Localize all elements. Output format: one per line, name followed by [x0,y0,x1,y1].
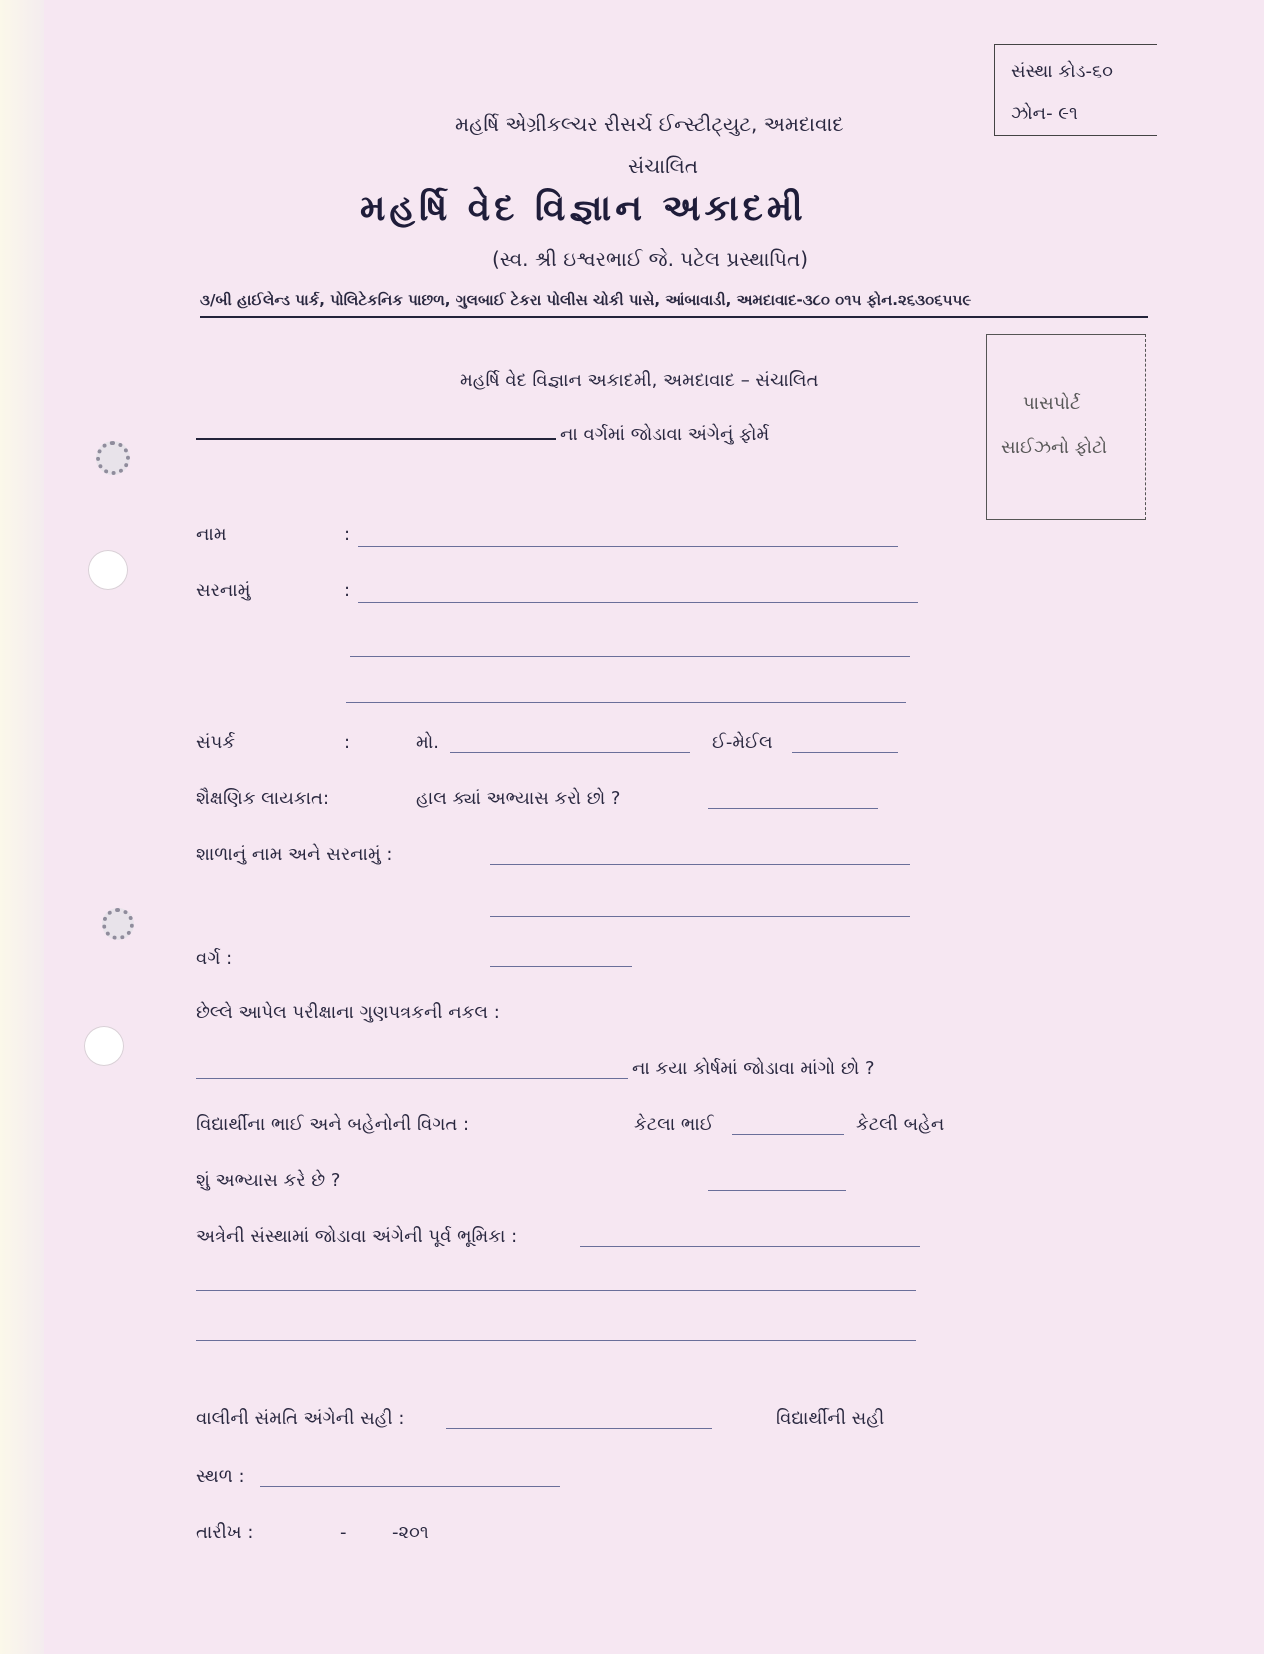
address-line: ૩/બી હાઈલેન્ડ પાર્ક, પોલિટેકનિક પાછળ, ગુલબાઈ ટેકરા પોલીસ ચોકી પાસે, આંબાવાડી, અમદાવાદ-૩૮૦ ૦૧૫ ફોન.૨૬૩૦૬૫૫૯ [200,291,972,309]
sibling-study-label: શું અભ્યાસ કરે છે ? [196,1170,341,1191]
current-study-label: હાલ ક્યાં અભ્યાસ કરો છો ? [416,788,621,809]
name-label: નામ [196,524,227,545]
marksheet-label: છેલ્લે આપેલ પરીક્ષાના ગુણપત્રકની નકલ : [196,1002,500,1023]
place-field[interactable] [260,1486,560,1487]
course-label: ના કયા કોર્ષમાં જોડાવા માંગો છો ? [632,1058,875,1079]
address-field-line2[interactable] [350,656,910,657]
student-signature-label: વિદ્યાર્થીની સહી [776,1408,885,1429]
address-field-line3[interactable] [346,702,906,703]
paper-edge [0,0,44,1654]
date-separator: - [340,1522,347,1543]
class-form-label: ના વર્ગમાં જોડાવા અંગેનું ફોર્મ [560,424,770,445]
address-field-line1[interactable] [358,602,918,603]
sisters-label: કેટલી બહેન [856,1114,945,1135]
name-colon: : [344,524,351,545]
mobile-field[interactable] [450,752,690,753]
class-name-field[interactable] [196,438,556,440]
sibling-study-field[interactable] [708,1190,846,1191]
contact-colon: : [344,732,351,753]
brothers-field[interactable] [732,1134,844,1135]
current-study-field[interactable] [708,808,878,809]
mobile-label: મો. [416,732,439,753]
institute-code: સંસ્થા કોડ-૬૦ [1011,61,1113,82]
photo-label-line2: સાઈઝનો ફોટો [1001,437,1108,458]
address-label: સરનામું [196,580,251,601]
parent-organization: મહર્ષિ એગ્રીકલ્ચર રીસર્ચ ઈન્સ્ટીટ્યુટ, અમદાવાદ [455,112,844,136]
date-label: તારીખ : [196,1522,254,1543]
address-colon: : [344,580,351,601]
email-label: ઈ-મેઈલ [712,732,773,753]
date-year: -૨૦૧ [392,1522,429,1543]
passport-photo-box[interactable] [986,334,1146,520]
form-subtitle: મહર્ષિ વેદ વિજ્ઞાન અકાદમી, અમદાવાદ – સંચાલિત [460,370,819,391]
punch-hole [84,1026,124,1066]
punch-hole [88,550,128,590]
siblings-label: વિદ્યાર્થીના ભાઈ અને બહેનોની વિગત : [196,1114,470,1135]
institute-code-box [994,44,1157,136]
email-field[interactable] [792,752,898,753]
photo-label-line1: પાસપોર્ટ [1023,393,1081,414]
school-field-line2[interactable] [490,916,910,917]
punch-hole-reinforcement [96,441,130,475]
place-label: સ્થળ : [196,1466,245,1487]
qualification-label: શૈક્ષણિક લાયકાત: [196,788,330,809]
zone-number: ઝોન- ૯૧ [1011,103,1078,124]
page-title: મહર્ષિ વેદ વિજ્ઞાન અકાદમી [360,188,807,229]
managed-label: સંચાલિત [628,154,698,178]
school-label: શાળાનું નામ અને સરનામું : [196,844,393,865]
background-field-line1[interactable] [580,1246,920,1247]
guardian-signature-field[interactable] [446,1428,712,1429]
founder-line: (સ્વ. શ્રી ઇશ્વરભાઈ જે. પટેલ પ્રસ્થાપિત) [492,247,809,271]
name-field[interactable] [358,546,898,547]
header-divider [200,316,1148,318]
background-field-line2[interactable] [196,1290,916,1291]
punch-hole-reinforcement [102,908,134,940]
class-field[interactable] [490,966,632,967]
school-field-line1[interactable] [490,864,910,865]
course-field[interactable] [196,1078,628,1079]
background-label: અત્રેની સંસ્થામાં જોડાવા અંગેની પૂર્વ ભૂમિકા : [196,1226,518,1247]
guardian-signature-label: વાલીની સંમતિ અંગેની સહી : [196,1408,405,1429]
background-field-line3[interactable] [196,1340,916,1341]
contact-label: સંપર્ક [196,732,235,753]
class-label: વર્ગ : [196,948,233,969]
brothers-label: કેટલા ભાઈ [634,1114,714,1135]
